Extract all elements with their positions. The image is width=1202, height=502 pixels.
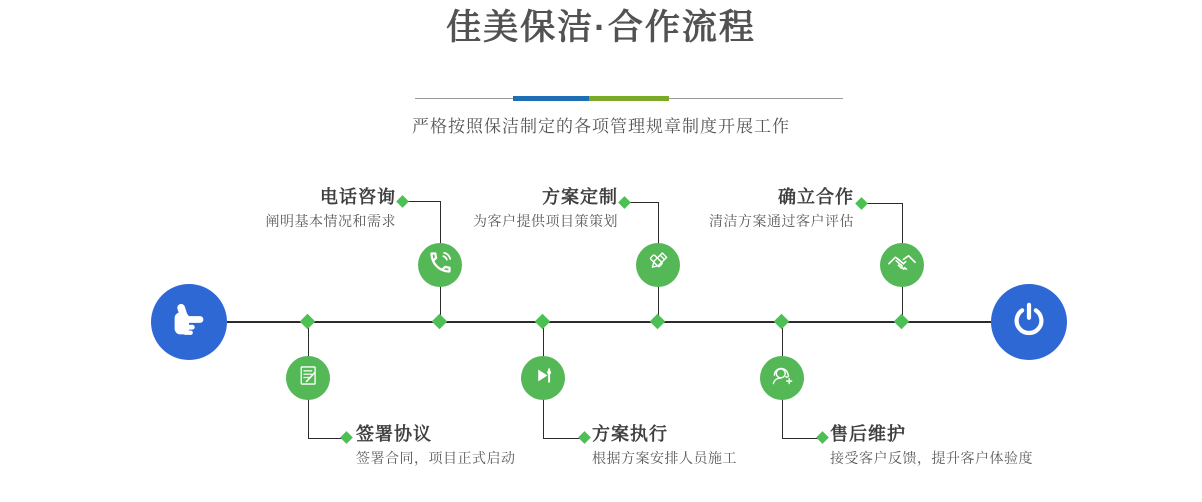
phone-icon — [427, 249, 454, 281]
play-next-icon — [529, 361, 558, 395]
step-title: 确立合作 — [778, 187, 854, 207]
connector-sign — [308, 438, 342, 439]
timeline-main-line — [227, 321, 992, 323]
timeline-node-diamond — [432, 314, 448, 330]
divider-blue-segment — [513, 96, 589, 101]
power-icon — [1007, 298, 1051, 347]
page-subtitle: 严格按照保洁制定的各项管理规章制度开展工作 — [412, 117, 790, 136]
step-title: 签署协议 — [356, 424, 432, 444]
step-icon-circle — [418, 243, 462, 287]
handshake-icon — [886, 247, 918, 284]
timeline-node-diamond — [535, 314, 551, 330]
divider-green-segment — [589, 96, 669, 101]
label-diamond — [578, 431, 591, 444]
step-after-sales — [830, 424, 1033, 466]
headset-agent-icon — [767, 360, 798, 396]
step-desc: 阐明基本情况和需求 — [265, 213, 396, 229]
page-title: 佳美保洁·合作流程 — [446, 8, 756, 47]
step-icon-circle — [521, 356, 565, 400]
step-icon-circle — [880, 243, 924, 287]
timeline-node-diamond — [894, 314, 910, 330]
title-divider — [415, 96, 843, 102]
crossed-pens-icon — [643, 248, 673, 283]
step-plan-customize — [473, 187, 618, 229]
step-desc: 签署合同，项目正式启动 — [356, 450, 516, 466]
label-diamond — [396, 195, 409, 208]
document-pen-icon — [294, 361, 323, 395]
timeline-end-node — [991, 284, 1067, 360]
step-desc: 根据方案安排人员施工 — [592, 450, 737, 466]
connector-cooperate — [866, 203, 902, 204]
timeline-node-diamond — [300, 314, 316, 330]
label-diamond — [618, 196, 631, 209]
step-desc: 接受客户反馈，提升客户体验度 — [830, 450, 1033, 466]
connector-execute — [543, 438, 580, 439]
label-diamond — [855, 197, 868, 210]
timeline-node-diamond — [650, 314, 666, 330]
label-diamond — [340, 431, 353, 444]
label-diamond — [816, 431, 829, 444]
step-plan-execute — [592, 424, 737, 466]
connector-plan — [629, 202, 658, 203]
step-desc: 清洁方案通过客户评估 — [709, 213, 854, 229]
step-title: 方案定制 — [542, 187, 618, 207]
step-title: 方案执行 — [592, 424, 668, 444]
timeline-start-node — [151, 284, 227, 360]
timeline-node-diamond — [774, 314, 790, 330]
step-desc: 为客户提供项目策策划 — [473, 213, 618, 229]
step-icon-circle — [636, 243, 680, 287]
connector-phone — [407, 201, 440, 202]
connector-aftersale — [782, 438, 818, 439]
step-confirm-cooperation — [709, 187, 854, 229]
step-phone — [266, 187, 397, 229]
step-title: 电话咨询 — [320, 187, 396, 207]
step-icon-circle — [760, 356, 804, 400]
pointing-hand-icon — [166, 297, 212, 348]
step-title: 售后维护 — [830, 424, 906, 444]
step-sign-agreement — [356, 424, 516, 466]
step-icon-circle — [286, 356, 330, 400]
